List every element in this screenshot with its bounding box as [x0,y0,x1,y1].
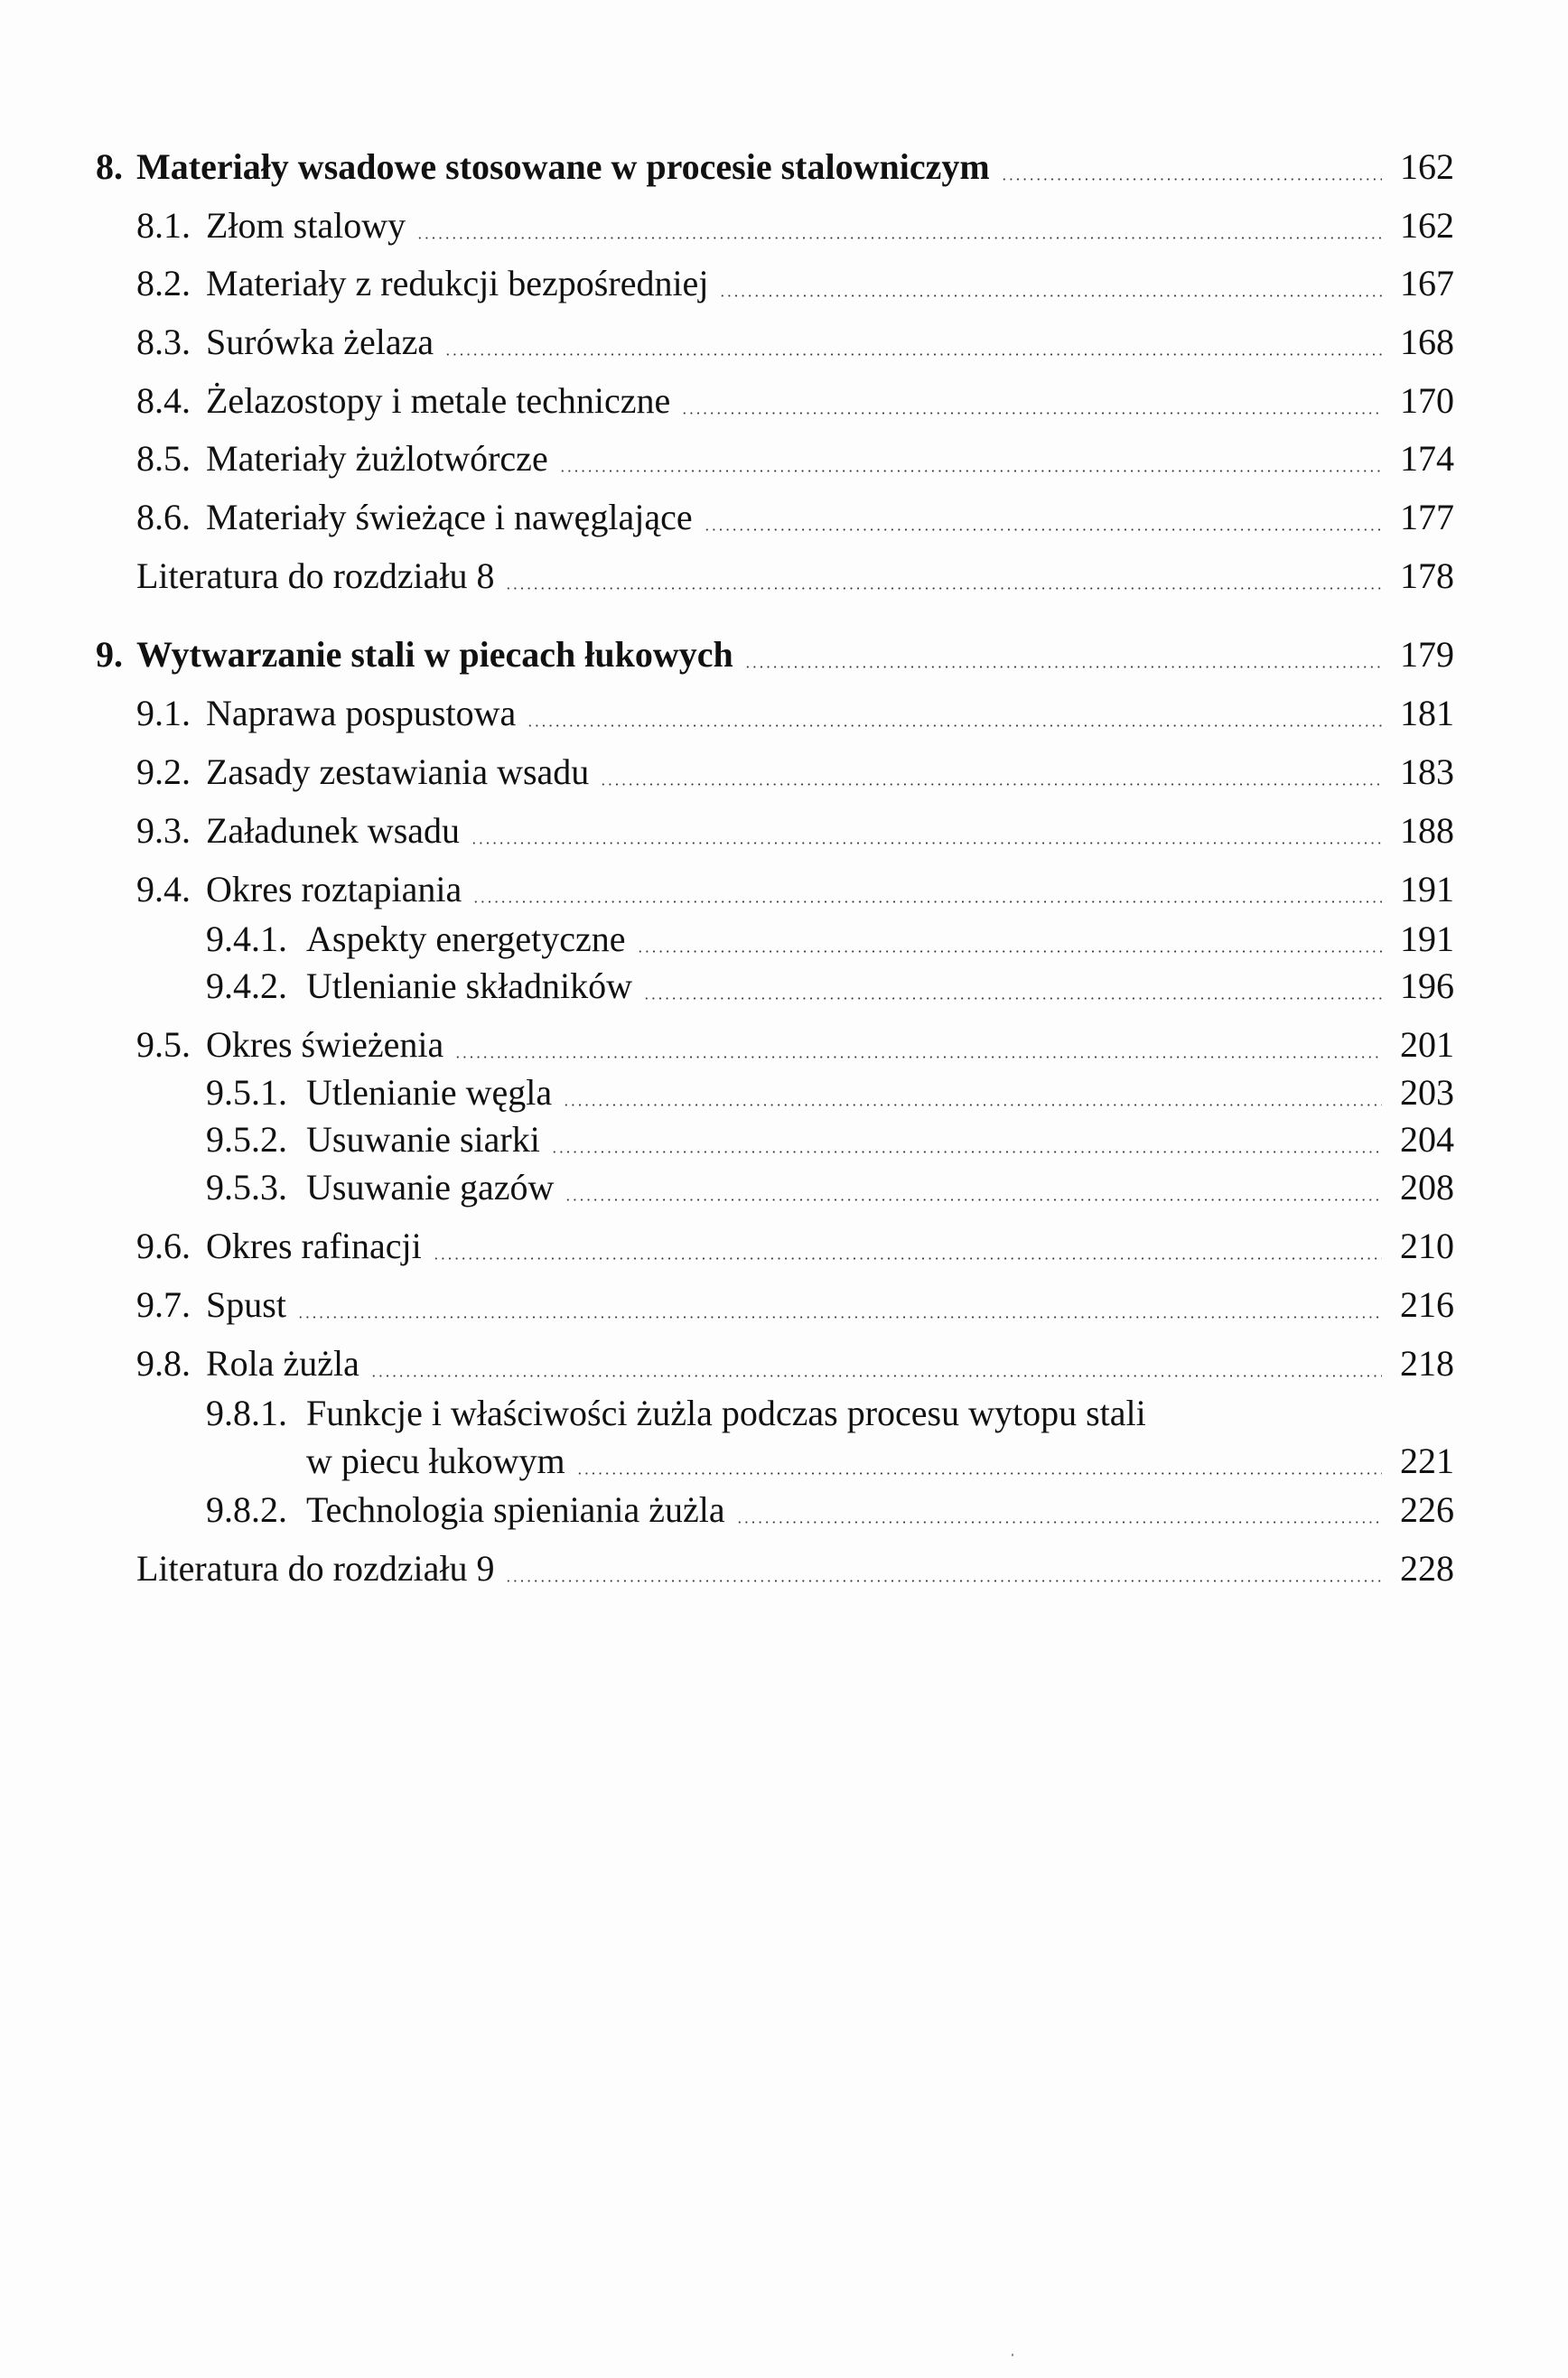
toc-entry-number: 8.3. [136,322,191,362]
toc-entry-page-number: 203 [1400,1072,1454,1113]
toc-entry [0,1161,1568,1215]
dot-leader [527,686,1382,741]
toc-entry-title: Literatura do rozdziału 9 [136,1548,495,1589]
toc-chapter-entry [0,140,1568,194]
toc-entry-title: Usuwanie gazów [306,1167,555,1208]
toc-entry [0,549,1568,603]
dot-leader [551,1113,1382,1167]
toc-entry [0,374,1568,428]
dot-leader [736,1483,1382,1537]
toc-entry-title: Naprawa pospustowa [206,693,517,733]
toc-entry [0,959,1568,1013]
toc-entry [0,256,1568,311]
toc-entry-number: 9.4. [136,869,191,909]
toc-entry-number: 8.2. [136,263,191,303]
toc-entry-number: 9. [96,634,123,675]
toc-entry-title: Okres rafinacji [206,1226,422,1266]
dot-leader [681,374,1382,428]
toc-entry [0,432,1568,486]
toc-entry-number: 9.8. [136,1343,191,1384]
toc-entry-page-number: 183 [1400,751,1454,792]
toc-entry-number: 9.5.1. [206,1072,287,1113]
toc-entry-page-number: 228 [1400,1548,1454,1589]
toc-entry [0,912,1568,966]
toc-entry-page-number: 179 [1400,634,1454,675]
dot-leader [444,315,1382,369]
toc-entry-number: 9.4.1. [206,919,287,959]
toc-entry-number: 8.4. [136,380,191,421]
toc-entry-title: Okres świeżenia [206,1024,444,1065]
toc-entry-number: 9.7. [136,1284,191,1325]
toc-entry-page-number: 204 [1400,1119,1454,1160]
toc-entry-page-number: 168 [1400,322,1454,362]
toc-entry-page-number: 196 [1400,965,1454,1006]
toc-entry-title: Utlenianie składników [306,965,633,1006]
dot-leader [370,1337,1382,1391]
toc-entry-page-number: 201 [1400,1024,1454,1065]
toc-chapter-entry [0,628,1568,682]
toc-entry-page-number: 162 [1400,205,1454,246]
toc-entry-title: Załadunek wsadu [206,810,461,851]
toc-entry-title: Zasady zestawiania wsadu [206,751,590,792]
toc-entry [0,1066,1568,1120]
toc-entry-number: 9.3. [136,810,191,851]
dot-leader [637,912,1382,966]
toc-entry-number: 8.6. [136,497,191,537]
toc-entry-title: Złom stalowy [206,205,406,246]
toc-entry-title: Rola żużla [206,1343,359,1384]
dot-leader [433,1219,1382,1273]
toc-entry [0,863,1568,917]
toc-entry [0,1483,1568,1537]
dot-leader [744,628,1382,682]
toc-entry [0,1542,1568,1596]
toc-entry-title: Spust [206,1284,286,1325]
toc-entry-page-number: 167 [1400,263,1454,303]
toc-entry-title: Aspekty energetyczne [306,919,626,959]
dot-leader [471,804,1382,858]
toc-entry-page-number: 170 [1400,380,1454,421]
dot-leader [719,256,1382,311]
dot-leader [454,1018,1382,1072]
toc-entry [0,1337,1568,1391]
toc-entry-title: w piecu łukowym [306,1441,565,1481]
dot-leader [416,199,1382,253]
scan-speck [1012,2354,1013,2356]
dot-leader [297,1278,1382,1332]
dot-leader [559,432,1382,486]
toc-entry-title: Usuwanie siarki [306,1119,540,1160]
toc-entry-title: Materiały żużlotwórcze [206,438,548,479]
dot-leader [1001,140,1382,194]
toc-entry-number: 8. [96,146,123,187]
toc-entry-number: 9.8.2. [206,1489,287,1530]
toc-entry-title: Literatura do rozdziału 8 [136,555,495,596]
toc-entry-number: 9.5. [136,1024,191,1065]
toc-entry [0,1278,1568,1332]
toc-entry-title: Okres roztapiania [206,869,462,909]
toc-entry-title: Materiały wsadowe stosowane w procesie stalowniczym [136,146,990,187]
toc-entry-page-number: 191 [1400,919,1454,959]
toc-entry-number: 9.6. [136,1226,191,1266]
toc-entry [0,1219,1568,1273]
dot-leader [565,1161,1382,1215]
toc-entry [0,199,1568,253]
toc-entry [0,804,1568,858]
toc-entry [0,1018,1568,1072]
toc-entry-title: Funkcje i właściwości żużla podczas procesu wytopu stali [306,1393,1146,1433]
toc-entry [0,1434,1568,1488]
toc-entry-number: 8.1. [136,205,191,246]
toc-entry-page-number: 218 [1400,1343,1454,1384]
dot-leader [505,549,1382,603]
toc-entry-number: 9.4.2. [206,965,287,1006]
toc-entry-title: Materiały świeżące i nawęglające [206,497,693,537]
toc-entry-number: 9.8.1. [206,1393,287,1433]
toc-entry-page-number: 177 [1400,497,1454,537]
toc-entry-title: Utlenianie węgla [306,1072,553,1113]
toc-entry [0,686,1568,741]
toc-entry [0,745,1568,799]
toc-entry [0,1113,1568,1167]
toc-entry-page-number: 181 [1400,693,1454,733]
dot-leader [563,1066,1382,1120]
dot-leader [600,745,1382,799]
toc-entry-page-number: 216 [1400,1284,1454,1325]
toc-entry-title: Żelazostopy i metale techniczne [206,380,671,421]
toc-entry [0,490,1568,545]
toc-entry-page-number: 178 [1400,555,1454,596]
toc-entry-page-number: 162 [1400,146,1454,187]
toc-entry-page-number: 191 [1400,869,1454,909]
toc-entry-number: 9.2. [136,751,191,792]
toc-entry-number: 9.1. [136,693,191,733]
toc-entry-title: Technologia spieniania żużla [306,1489,725,1530]
toc-entry-page-number: 221 [1400,1441,1454,1481]
toc-entry-page-number: 208 [1400,1167,1454,1208]
dot-leader [643,959,1382,1013]
toc-entry-title: Materiały z redukcji bezpośredniej [206,263,709,303]
toc-entry-title: Surówka żelaza [206,322,434,362]
toc-entry [0,315,1568,369]
toc-entry-page-number: 226 [1400,1489,1454,1530]
toc-entry [0,1386,1568,1441]
toc-entry-title: Wytwarzanie stali w piecach łukowych [136,634,733,675]
dot-leader [704,490,1382,545]
toc-entry-number: 9.5.3. [206,1167,287,1208]
toc-entry-page-number: 210 [1400,1226,1454,1266]
toc-entry-number: 8.5. [136,438,191,479]
toc-entry-page-number: 188 [1400,810,1454,851]
toc-entry-page-number: 174 [1400,438,1454,479]
dot-leader [472,863,1382,917]
toc-entry-number: 9.5.2. [206,1119,287,1160]
dot-leader [576,1434,1382,1488]
dot-leader [505,1542,1382,1596]
